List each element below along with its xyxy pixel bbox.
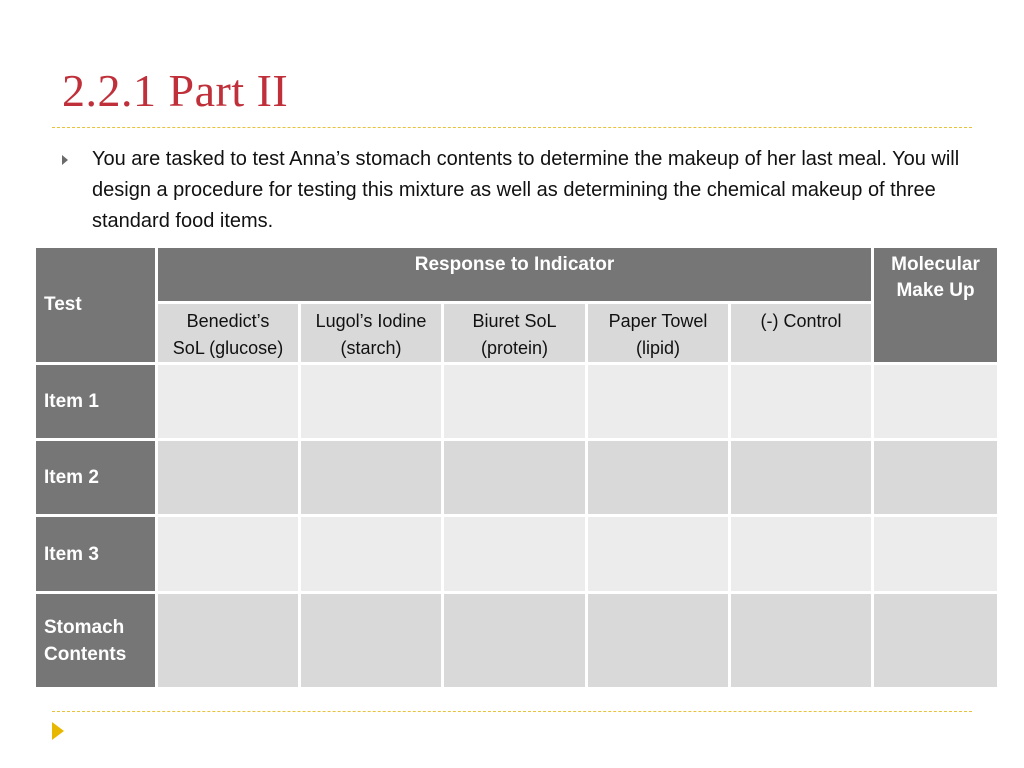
table-cell[interactable]: [730, 440, 873, 516]
table-cell[interactable]: [873, 440, 999, 516]
play-triangle-icon: [52, 722, 64, 740]
table-cell[interactable]: [587, 440, 730, 516]
table-row: [35, 516, 999, 593]
row-label: [35, 440, 157, 516]
indicator-name: Lugol’s Iodine: [315, 311, 427, 331]
table-cell[interactable]: [157, 440, 300, 516]
indicator-name: Biuret SoL: [472, 311, 557, 331]
row-label-line1: Item 3: [44, 543, 99, 565]
table-cell[interactable]: [300, 440, 443, 516]
bullet-arrow-icon: [62, 155, 68, 165]
bullet-text: You are tasked to test Anna’s stomach contents to determine the makeup of her last meal. You will design a procedure for testing this mixture as well as determining the chemical makeup of three standard food items.: [92, 148, 960, 232]
header-test: Test: [35, 247, 157, 364]
header-molecular-make-up: Molecular Make Up: [873, 247, 999, 364]
table-row: [35, 593, 999, 689]
indicator-name: (-) Control: [760, 311, 842, 331]
header-response-to-indicator: Response to Indicator: [157, 247, 873, 303]
table-cell[interactable]: [873, 593, 999, 689]
indicator-header: [300, 303, 443, 364]
bullet-item: [62, 144, 972, 237]
indicator-name: Benedict’s: [186, 311, 270, 331]
table-cell[interactable]: [587, 364, 730, 440]
table-cell[interactable]: [730, 593, 873, 689]
table-cell[interactable]: [443, 440, 587, 516]
table-cell[interactable]: [873, 516, 999, 593]
indicator-name: Paper Towel: [608, 311, 708, 331]
row-label: [35, 516, 157, 593]
table-cell[interactable]: [873, 364, 999, 440]
table-cell[interactable]: [443, 516, 587, 593]
indicator-header: [587, 303, 730, 364]
row-label-line1: Item 1: [44, 391, 99, 412]
table-cell[interactable]: [587, 516, 730, 593]
table-cell[interactable]: [730, 364, 873, 440]
indicator-table: [33, 245, 1000, 690]
indicator-header: [443, 303, 587, 364]
table-cell[interactable]: [443, 364, 587, 440]
table-cell[interactable]: [587, 593, 730, 689]
table-row: [35, 364, 999, 440]
table-cell[interactable]: [157, 364, 300, 440]
row-label: [35, 364, 157, 440]
row-label: [35, 593, 157, 689]
table-row: [35, 440, 999, 516]
title-divider: [52, 127, 972, 128]
indicator-target: (protein): [480, 338, 549, 358]
row-label-line1: Stomach: [44, 616, 125, 638]
indicator-target: (lipid): [635, 338, 680, 358]
indicator-header: [157, 303, 300, 364]
indicator-header: [730, 303, 873, 364]
table-cell[interactable]: [730, 516, 873, 593]
indicator-target: (starch): [340, 338, 402, 358]
table-cell[interactable]: [300, 364, 443, 440]
table-cell[interactable]: [300, 516, 443, 593]
row-label-line1: Item 2: [44, 467, 99, 488]
table-cell[interactable]: [157, 516, 300, 593]
indicator-target: SoL (glucose): [172, 338, 284, 358]
footer-divider: [52, 711, 972, 712]
table-cell[interactable]: [443, 593, 587, 689]
row-label-line2: Contents: [44, 643, 127, 665]
slide-title: 2.2.1 Part II: [62, 65, 289, 116]
table-cell[interactable]: [300, 593, 443, 689]
table-cell[interactable]: [157, 593, 300, 689]
